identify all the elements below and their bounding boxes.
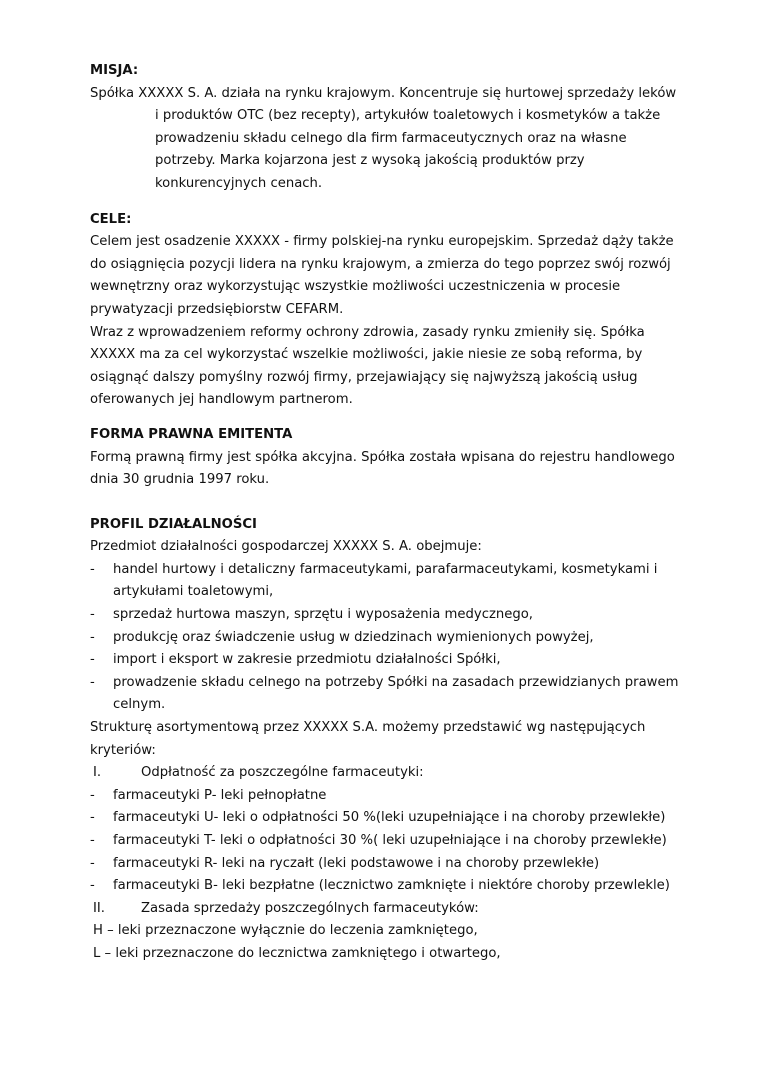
list-item-text: sprzedaż hurtowa maszyn, sprzętu i wyposażenia medycznego, [113, 607, 533, 623]
profil-heading: PROFIL DZIAŁALNOŚCI [90, 516, 257, 532]
dash-bullet: - [90, 629, 95, 645]
list-item-text: import i eksport w zakresie przedmiotu działalności Spółki, [113, 652, 501, 668]
list-item [90, 807, 680, 830]
roman-numeral: II. [93, 900, 105, 916]
list-item [90, 672, 680, 717]
list-item-text: farmaceutyki B- leki bezpłatne (lecznictwo zamknięte i niektóre choroby przewlekle) [113, 878, 670, 894]
list-item-text: prowadzenie składu celnego na potrzeby Spółki na zasadach przewidzianych prawem celnym. [113, 674, 679, 713]
list-item-text: farmaceutyki P- leki pełnopłatne [113, 787, 327, 803]
list-item-text: produkcję oraz świadczenie usług w dziedzinach wymienionych powyżej, [113, 629, 594, 645]
dash-bullet: - [90, 674, 95, 690]
dash-bullet: - [90, 652, 95, 668]
section-title: Zasada sprzedaży poszczególnych farmaceutyków: [141, 900, 479, 916]
list-item [90, 875, 680, 898]
cele-paragraph: Celem jest osadzenie XXXXX - firmy polskiej-na rynku europejskim. Sprzedaż dąży także do osiągnięcia pozycji lidera na rynku krajowym, a zmierza do tego poprzez swój rozwój wewnętrzny oraz wykorzystując wszystkie możliwości uczestniczenia w procesie prywatyzacji przedsiębiorstw CEFARM. [90, 234, 674, 317]
dash-bullet: - [90, 561, 95, 577]
list-item [90, 649, 680, 672]
dash-bullet: - [90, 787, 95, 803]
section-heading [90, 762, 680, 785]
list-item [90, 559, 680, 604]
list-item [90, 830, 680, 853]
cele-paragraph: Wraz z wprowadzeniem reformy ochrony zdrowia, zasady rynku zmieniły się. Spółka XXXXX ma za cel wykorzystać wszelkie możliwości, jakie niesie ze sobą reforma, by osiągnąć dalszy pomyślny rozwój firmy, przejawiający się najwyższą jakością usług oferowanych jej handlowym partnerom. [90, 324, 645, 408]
category-line: H – leki przeznaczone wyłącznie do leczenia zamkniętego, [93, 923, 478, 939]
list-item [90, 627, 680, 650]
list-item-text: farmaceutyki R- leki na ryczałt (leki podstawowe i na choroby przewlekłe) [113, 855, 600, 871]
list-item-text: handel hurtowy i detaliczny farmaceutykami, parafarmaceutykami, kosmetykami i artykułami toaletowymi, [113, 561, 658, 600]
struktura-text: Strukturę asortymentową przez XXXXX S.A. możemy przedstawić wg następujących kryteriów: [90, 720, 646, 758]
misja-heading: MISJA: [90, 63, 139, 78]
category-line: L – leki przeznaczone do lecznictwa zamkniętego i otwartego, [93, 945, 501, 961]
list-item-text: farmaceutyki U- leki o odpłatności 50 %(leki uzupełniające i na choroby przewlekłe) [113, 810, 666, 826]
list-item [90, 604, 680, 627]
misja-text: Spółka XXXXX S. A. działa na rynku krajowym. Koncentruje się hurtowej sprzedaży leków i produktów OTC (bez recepty), artykułów toaletowych i kosmetyków a także prowadzeniu składu celnego dla firm farmaceutycznych oraz na własne potrzeby. Marka kojarzona jest z wysoką jakością produktów przy konkurencyjnych cenach. [90, 85, 677, 191]
dash-bullet: - [90, 878, 95, 894]
list-item [90, 785, 680, 808]
forma-heading: FORMA PRAWNA EMITENTA [90, 426, 293, 442]
section-title: Odpłatność za poszczególne farmaceutyki: [141, 765, 424, 781]
list-item-text: farmaceutyki T- leki o odpłatności 30 %( leki uzupełniające i na choroby przewlekłe) [113, 833, 667, 848]
document-content [90, 60, 680, 966]
roman-numeral: I. [93, 765, 102, 781]
profil-intro: Przedmiot działalności gospodarczej XXXXX S. A. obejmuje: [90, 539, 482, 555]
forma-text: Formą prawną firmy jest spółka akcyjna. Spółka została wpisana do rejestru handlowego dnia 30 grudnia 1997 roku. [90, 449, 675, 488]
list-item [90, 853, 680, 876]
dash-bullet: - [90, 833, 95, 848]
dash-bullet: - [90, 855, 95, 871]
section-heading [90, 898, 680, 921]
cele-heading: CELE: [90, 211, 132, 227]
dash-bullet: - [90, 607, 95, 623]
dash-bullet: - [90, 810, 95, 826]
